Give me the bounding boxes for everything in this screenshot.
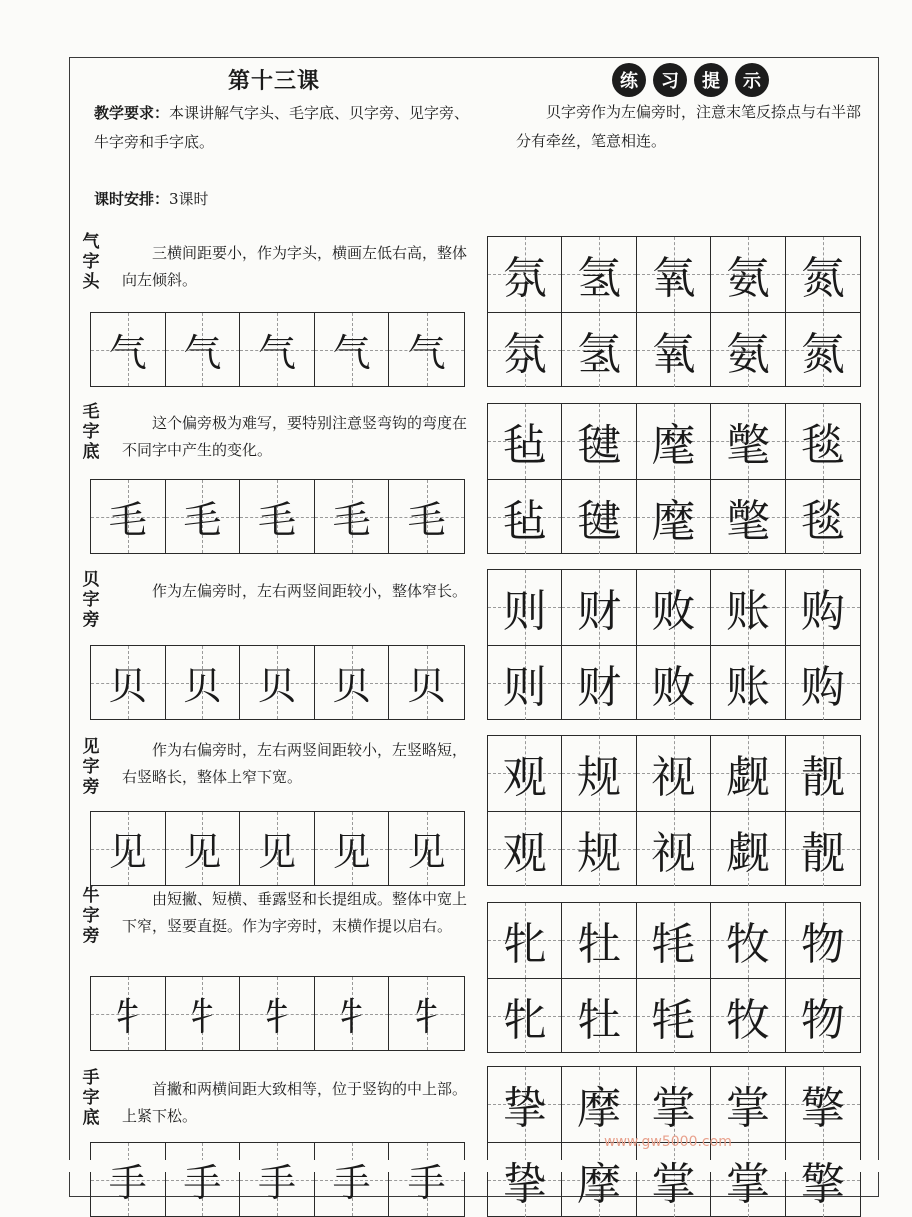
example-character: 购: [801, 651, 845, 715]
example-character: 掌: [652, 1072, 696, 1136]
example-cell: [562, 404, 636, 479]
example-cell: [562, 646, 636, 721]
example-character: 毡: [503, 485, 547, 549]
example-row: [488, 1067, 860, 1142]
lesson-title: 第十三课: [228, 64, 320, 95]
example-cell: [637, 812, 711, 887]
section-description: 作为左偏旁时，左右两竖间距较小，整体窄长。: [122, 578, 472, 605]
example-cell: [711, 646, 785, 721]
practice-cell: [315, 480, 390, 553]
example-character: 则: [503, 651, 547, 715]
example-cell: [562, 1067, 636, 1142]
example-cell: [637, 646, 711, 721]
example-cell: [786, 812, 860, 887]
example-character-grid: [487, 236, 861, 387]
practice-character: 见: [258, 821, 296, 876]
practice-cell: [166, 812, 241, 885]
practice-character: 牜: [333, 986, 371, 1041]
example-character: 靓: [801, 741, 845, 805]
example-character: 毡: [503, 409, 547, 473]
example-character: 麾: [652, 485, 696, 549]
example-character: 败: [652, 651, 696, 715]
example-character: 擎: [801, 1072, 845, 1136]
example-cell: [711, 1067, 785, 1142]
example-character: 摩: [577, 1148, 621, 1212]
example-cell: [786, 979, 860, 1054]
section-description: 作为右偏旁时，左右两竖间距较小，左竖略短，右竖略长，整体上窄下宽。: [122, 737, 472, 791]
example-cell: [562, 979, 636, 1054]
practice-cell: [166, 977, 241, 1050]
practice-character: 见: [333, 821, 371, 876]
example-row: [488, 237, 860, 312]
example-cell: [562, 1143, 636, 1217]
example-character: 观: [503, 741, 547, 805]
example-cell: [488, 480, 562, 555]
example-character: 氮: [801, 242, 845, 306]
example-cell: [786, 1143, 860, 1217]
example-cell: [711, 480, 785, 555]
example-character: 物: [801, 908, 845, 972]
practice-character: 贝: [333, 655, 371, 710]
example-character: 氅: [726, 485, 770, 549]
example-character: 视: [652, 817, 696, 881]
practice-cell: [166, 313, 241, 386]
example-character: 氨: [726, 242, 770, 306]
example-row: [488, 479, 860, 555]
practice-cell: [240, 480, 315, 553]
example-cell: [637, 313, 711, 388]
practice-cell: [315, 1143, 390, 1216]
example-character: 视: [652, 741, 696, 805]
example-cell: [637, 1143, 711, 1217]
example-character: 氢: [577, 318, 621, 382]
example-character: 财: [577, 651, 621, 715]
example-cell: [637, 736, 711, 811]
practice-cell: [240, 313, 315, 386]
example-cell: [786, 237, 860, 312]
practice-character: 手: [183, 1152, 221, 1207]
practice-character: 气: [258, 322, 296, 377]
example-cell: [711, 903, 785, 978]
example-character: 觑: [726, 741, 770, 805]
practice-cell: [315, 646, 390, 719]
tip-badge: 提: [694, 63, 728, 97]
example-row: [488, 736, 860, 811]
practice-cell: [315, 313, 390, 386]
example-cell: [711, 404, 785, 479]
example-cell: [488, 1067, 562, 1142]
tip-badge: 习: [653, 63, 687, 97]
example-character: 氧: [652, 318, 696, 382]
example-character: 挚: [503, 1072, 547, 1136]
example-character: 麾: [652, 409, 696, 473]
practice-cell: [166, 646, 241, 719]
example-character: 牧: [726, 984, 770, 1048]
section-label: 牛字旁: [80, 886, 102, 946]
example-row: [488, 903, 860, 978]
example-cell: [637, 237, 711, 312]
practice-character: 见: [408, 821, 446, 876]
practice-character: 气: [109, 322, 147, 377]
example-character: 牝: [503, 908, 547, 972]
example-cell: [786, 646, 860, 721]
radical-practice-grid: [90, 312, 465, 387]
section-label: 见字旁: [80, 737, 102, 797]
example-character: 牦: [652, 908, 696, 972]
example-character: 观: [503, 817, 547, 881]
example-character: 氅: [726, 409, 770, 473]
example-character: 靓: [801, 817, 845, 881]
teaching-requirements: [94, 99, 484, 157]
example-character-grid: [487, 569, 861, 720]
example-character-grid: [487, 735, 861, 886]
example-character: 觑: [726, 817, 770, 881]
example-character: 毯: [801, 485, 845, 549]
example-cell: [711, 237, 785, 312]
example-character: 毽: [577, 485, 621, 549]
example-cell: [786, 404, 860, 479]
example-character: 掌: [652, 1148, 696, 1212]
practice-cell: [166, 480, 241, 553]
example-row: [488, 404, 860, 479]
example-cell: [488, 313, 562, 388]
example-character: 氛: [503, 242, 547, 306]
example-cell: [786, 570, 860, 645]
practice-character: 手: [109, 1152, 147, 1207]
example-character-grid: [487, 403, 861, 554]
example-character: 牝: [503, 984, 547, 1048]
practice-character: 毛: [109, 489, 147, 544]
practice-character: 手: [408, 1152, 446, 1207]
requirements-text: 本课讲解气字头、毛字底、贝字旁、见字旁、牛字旁和手字底。: [94, 104, 469, 151]
practice-cell: [389, 1143, 464, 1216]
example-cell: [786, 480, 860, 555]
tip-badge: 示: [735, 63, 769, 97]
example-character: 账: [726, 575, 770, 639]
example-character-grid: [487, 902, 861, 1053]
example-character: 物: [801, 984, 845, 1048]
example-row: [488, 312, 860, 388]
example-cell: [562, 313, 636, 388]
example-row: [488, 645, 860, 721]
practice-character: 牜: [109, 986, 147, 1041]
example-cell: [637, 570, 711, 645]
example-cell: [637, 903, 711, 978]
example-cell: [488, 736, 562, 811]
example-character: 规: [577, 817, 621, 881]
radical-practice-grid: [90, 479, 465, 554]
schedule-text: 3课时: [169, 190, 209, 208]
practice-character: 贝: [183, 655, 221, 710]
example-character: 败: [652, 575, 696, 639]
example-character: 牡: [577, 984, 621, 1048]
example-cell: [488, 903, 562, 978]
example-cell: [786, 313, 860, 388]
schedule-label: 课时安排：: [94, 190, 169, 208]
practice-tip-text: 贝字旁作为左偏旁时，注意末笔反捺点与右半部分有牵丝，笔意相连。: [516, 98, 870, 156]
example-cell: [711, 812, 785, 887]
example-character: 摩: [577, 1072, 621, 1136]
example-character: 牧: [726, 908, 770, 972]
example-cell: [711, 1143, 785, 1217]
practice-character: 手: [333, 1152, 371, 1207]
practice-cell: [315, 812, 390, 885]
practice-character: 贝: [109, 655, 147, 710]
example-character: 购: [801, 575, 845, 639]
class-schedule: [94, 188, 209, 209]
practice-cell: [389, 313, 464, 386]
practice-cell: [91, 646, 166, 719]
example-cell: [488, 404, 562, 479]
practice-cell: [91, 1143, 166, 1216]
example-cell: [786, 903, 860, 978]
practice-cell: [240, 977, 315, 1050]
example-row: [488, 811, 860, 887]
practice-character: 牜: [258, 986, 296, 1041]
practice-cell: [166, 1143, 241, 1216]
example-character: 氢: [577, 242, 621, 306]
radical-practice-grid: [90, 976, 465, 1051]
example-character: 毯: [801, 409, 845, 473]
example-cell: [637, 1067, 711, 1142]
practice-character: 气: [333, 322, 371, 377]
example-cell: [786, 1067, 860, 1142]
example-character: 氮: [801, 318, 845, 382]
example-cell: [711, 570, 785, 645]
example-cell: [488, 812, 562, 887]
example-cell: [711, 979, 785, 1054]
example-row: [488, 978, 860, 1054]
practice-character: 见: [183, 821, 221, 876]
example-row: [488, 1142, 860, 1217]
example-cell: [562, 237, 636, 312]
tip-badge: 练: [612, 63, 646, 97]
example-cell: [562, 812, 636, 887]
example-cell: [562, 480, 636, 555]
section-description: 由短撇、短横、垂露竖和长提组成。整体中宽上下窄，竖要直挺。作为字旁时，末横作提以启右。: [122, 886, 472, 940]
radical-practice-grid: [90, 645, 465, 720]
example-character: 氛: [503, 318, 547, 382]
practice-cell: [315, 977, 390, 1050]
example-character: 牡: [577, 908, 621, 972]
example-cell: [637, 404, 711, 479]
example-cell: [488, 237, 562, 312]
practice-character: 毛: [183, 489, 221, 544]
example-cell: [637, 979, 711, 1054]
example-cell: [711, 313, 785, 388]
example-cell: [711, 736, 785, 811]
example-character: 氨: [726, 318, 770, 382]
practice-cell: [389, 480, 464, 553]
example-cell: [488, 570, 562, 645]
example-cell: [562, 570, 636, 645]
example-cell: [488, 1143, 562, 1217]
practice-cell: [389, 977, 464, 1050]
practice-character: 牜: [183, 986, 221, 1041]
example-cell: [488, 979, 562, 1054]
example-character: 擎: [801, 1148, 845, 1212]
section-description: 首撇和两横间距大致相等，位于竖钩的中上部。上紧下松。: [122, 1076, 472, 1130]
example-cell: [562, 903, 636, 978]
practice-character: 毛: [258, 489, 296, 544]
practice-character: 手: [258, 1152, 296, 1207]
example-cell: [786, 736, 860, 811]
section-label: 手字底: [80, 1068, 102, 1128]
practice-cell: [91, 812, 166, 885]
practice-character: 毛: [333, 489, 371, 544]
section-label: 气字头: [80, 232, 102, 292]
radical-practice-grid: [90, 811, 465, 886]
practice-cell: [91, 313, 166, 386]
requirements-label: 教学要求：: [94, 104, 169, 122]
practice-cell: [389, 812, 464, 885]
section-description: 三横间距要小，作为字头，横画左低右高，整体向左倾斜。: [122, 240, 472, 294]
example-character: 账: [726, 651, 770, 715]
example-character: 氧: [652, 242, 696, 306]
section-label: 毛字底: [80, 402, 102, 462]
example-character: 规: [577, 741, 621, 805]
practice-cell: [91, 977, 166, 1050]
practice-character: 气: [183, 322, 221, 377]
watermark: www.gw5000.com: [604, 1134, 732, 1150]
practice-character: 见: [109, 821, 147, 876]
example-cell: [637, 480, 711, 555]
example-character: 掌: [726, 1148, 770, 1212]
practice-cell: [389, 646, 464, 719]
practice-character: 牜: [408, 986, 446, 1041]
practice-character: 贝: [258, 655, 296, 710]
section-label: 贝字旁: [80, 570, 102, 630]
practice-character: 贝: [408, 655, 446, 710]
example-cell: [488, 646, 562, 721]
practice-cell: [240, 1143, 315, 1216]
example-character: 毽: [577, 409, 621, 473]
section-description: 这个偏旁极为难写，要特别注意竖弯钩的弯度在不同字中产生的变化。: [122, 410, 472, 464]
example-character: 则: [503, 575, 547, 639]
practice-tips-header: [612, 63, 769, 97]
practice-cell: [240, 646, 315, 719]
example-character: 掌: [726, 1072, 770, 1136]
example-character: 牦: [652, 984, 696, 1048]
example-character: 财: [577, 575, 621, 639]
example-character: 挚: [503, 1148, 547, 1212]
radical-practice-grid: [90, 1142, 465, 1217]
practice-character: 气: [408, 322, 446, 377]
practice-character: 毛: [408, 489, 446, 544]
example-row: [488, 570, 860, 645]
example-cell: [562, 736, 636, 811]
practice-cell: [91, 480, 166, 553]
practice-cell: [240, 812, 315, 885]
